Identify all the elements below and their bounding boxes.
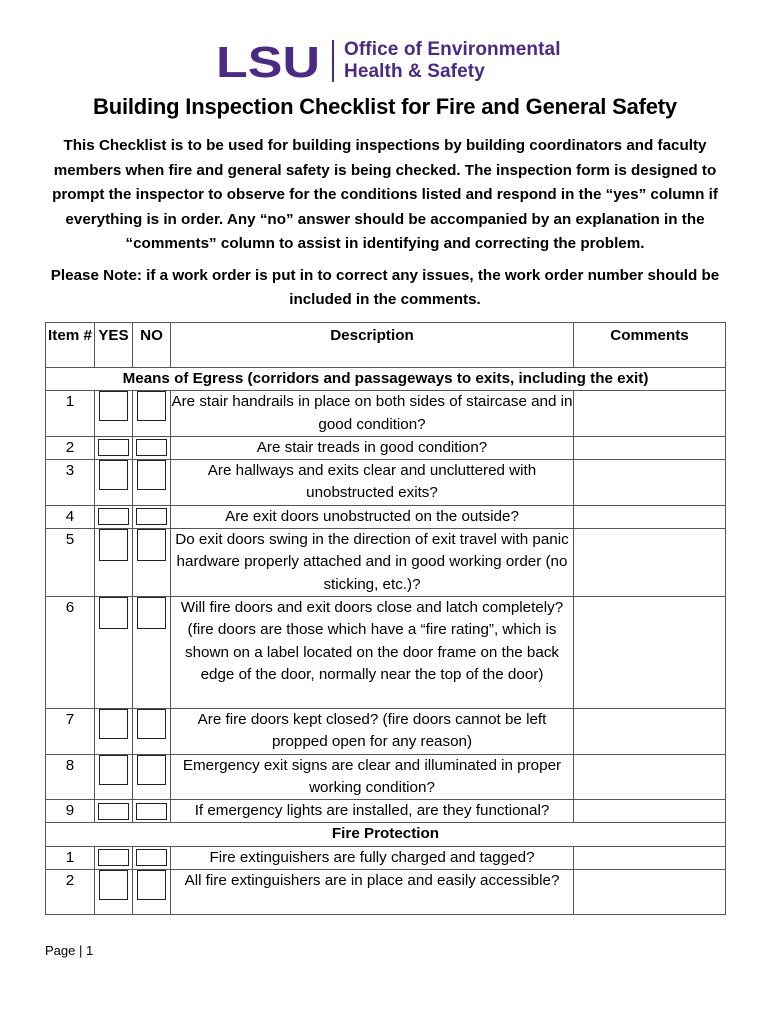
no-checkbox[interactable] xyxy=(136,849,167,866)
header-description: Description xyxy=(171,323,574,368)
item-description: Are stair handrails in place on both sides of staircase and in good condition? xyxy=(171,391,574,437)
yes-cell xyxy=(95,505,133,528)
table-row xyxy=(46,391,726,437)
item-number: 5 xyxy=(46,529,95,597)
inspection-checklist-table xyxy=(45,322,726,915)
no-cell xyxy=(133,846,171,869)
no-checkbox[interactable] xyxy=(136,508,167,525)
yes-cell xyxy=(95,708,133,754)
no-checkbox[interactable] xyxy=(136,803,167,820)
table-row xyxy=(46,529,726,597)
no-checkbox[interactable] xyxy=(136,439,167,456)
table-row xyxy=(46,870,726,915)
comments-cell[interactable] xyxy=(574,436,726,459)
header-item: Item # xyxy=(46,323,95,368)
comments-cell[interactable] xyxy=(574,708,726,754)
no-cell xyxy=(133,708,171,754)
table-row xyxy=(46,846,726,869)
header-comments: Comments xyxy=(574,323,726,368)
no-cell xyxy=(133,505,171,528)
comments-cell[interactable] xyxy=(574,800,726,823)
office-name xyxy=(344,39,561,83)
table-row xyxy=(46,800,726,823)
item-description: Fire extinguishers are fully charged and tagged? xyxy=(171,846,574,869)
section-row-egress xyxy=(46,368,726,391)
item-number: 8 xyxy=(46,754,95,800)
office-name-line1: Office of Environmental xyxy=(344,38,561,60)
no-cell xyxy=(133,391,171,437)
section-title: Fire Protection xyxy=(46,823,726,846)
comments-cell[interactable] xyxy=(574,391,726,437)
item-number: 9 xyxy=(46,800,95,823)
yes-checkbox[interactable] xyxy=(99,391,128,421)
comments-cell[interactable] xyxy=(574,505,726,528)
yes-cell xyxy=(95,529,133,597)
table-row xyxy=(46,505,726,528)
comments-cell[interactable] xyxy=(574,754,726,800)
yes-cell xyxy=(95,596,133,708)
intro-paragraph: This Checklist is to be used for building inspections by building coordinators and faculty members when fire and general safety is being checked. The inspection form is designed to prompt the inspector to observe for the conditions listed and respond in the “yes” column if everything is in order. Any “no” answer should be accompanied by an explanation in the “comments” column to assist in identifying and correcting the problem. xyxy=(52,137,718,252)
item-description: All fire extinguishers are in place and easily accessible? xyxy=(171,870,574,915)
yes-checkbox[interactable] xyxy=(99,597,128,629)
no-checkbox[interactable] xyxy=(137,709,166,739)
table-row xyxy=(46,754,726,800)
item-description: Will fire doors and exit doors close and latch completely? (fire doors are those which have a “fire rating”, which is shown on a label located on the door frame on the back edge of the door, normally near the top of the door) xyxy=(171,596,574,708)
item-description: Are fire doors kept closed? (fire doors cannot be left propped open for any reason) xyxy=(171,708,574,754)
logo-letters: LSU xyxy=(216,40,320,81)
yes-cell xyxy=(95,460,133,506)
comments-cell[interactable] xyxy=(574,460,726,506)
yes-checkbox[interactable] xyxy=(98,439,129,456)
yes-checkbox[interactable] xyxy=(98,849,129,866)
item-number: 1 xyxy=(46,846,95,869)
yes-checkbox[interactable] xyxy=(99,755,128,785)
yes-checkbox[interactable] xyxy=(99,460,128,490)
no-checkbox[interactable] xyxy=(137,597,166,629)
table-row xyxy=(46,460,726,506)
comments-cell[interactable] xyxy=(574,529,726,597)
header-no: NO xyxy=(133,323,171,368)
item-number: 3 xyxy=(46,460,95,506)
no-checkbox[interactable] xyxy=(137,755,166,785)
comments-cell[interactable] xyxy=(574,846,726,869)
table-row xyxy=(46,596,726,708)
office-name-line2: Health & Safety xyxy=(344,60,485,82)
comments-cell[interactable] xyxy=(574,870,726,915)
yes-checkbox[interactable] xyxy=(98,803,129,820)
yes-cell xyxy=(95,436,133,459)
item-description: If emergency lights are installed, are they functional? xyxy=(171,800,574,823)
yes-checkbox[interactable] xyxy=(99,529,128,561)
section-title: Means of Egress (corridors and passageways to exits, including the exit) xyxy=(46,368,726,391)
item-number: 2 xyxy=(46,870,95,915)
comments-cell[interactable] xyxy=(574,596,726,708)
item-number: 6 xyxy=(46,596,95,708)
document-title: Building Inspection Checklist for Fire and General Safety xyxy=(93,94,677,119)
item-description: Are exit doors unobstructed on the outside? xyxy=(171,505,574,528)
no-cell xyxy=(133,596,171,708)
table-row xyxy=(46,708,726,754)
no-checkbox[interactable] xyxy=(137,460,166,490)
no-cell xyxy=(133,754,171,800)
item-description: Emergency exit signs are clear and illuminated in proper working condition? xyxy=(171,754,574,800)
no-cell xyxy=(133,870,171,915)
note-paragraph: Please Note: if a work order is put in to correct any issues, the work order number should be included in the comments. xyxy=(50,267,720,308)
item-number: 4 xyxy=(46,505,95,528)
no-cell xyxy=(133,436,171,459)
no-cell xyxy=(133,800,171,823)
header-yes: YES xyxy=(95,323,133,368)
lsu-ehs-logo xyxy=(216,38,561,83)
table-row xyxy=(46,436,726,459)
yes-cell xyxy=(95,754,133,800)
yes-cell xyxy=(95,391,133,437)
yes-checkbox[interactable] xyxy=(99,870,128,900)
yes-checkbox[interactable] xyxy=(99,709,128,739)
section-row-fire-protection xyxy=(46,823,726,846)
no-checkbox[interactable] xyxy=(137,870,166,900)
item-description: Are hallways and exits clear and uncluttered with unobstructed exits? xyxy=(171,460,574,506)
yes-cell xyxy=(95,800,133,823)
lsu-logo-mark xyxy=(216,41,322,81)
no-checkbox[interactable] xyxy=(137,391,166,421)
no-cell xyxy=(133,529,171,597)
yes-cell xyxy=(95,870,133,915)
no-cell xyxy=(133,460,171,506)
item-description: Are stair treads in good condition? xyxy=(171,436,574,459)
no-checkbox[interactable] xyxy=(137,529,166,561)
table-header-row xyxy=(46,323,726,368)
yes-checkbox[interactable] xyxy=(98,508,129,525)
item-number: 1 xyxy=(46,391,95,437)
item-number: 2 xyxy=(46,436,95,459)
yes-cell xyxy=(95,846,133,869)
item-description: Do exit doors swing in the direction of exit travel with panic hardware properly attached and in good working order (no sticking, etc.)? xyxy=(171,529,574,597)
page-footer: Page | 1 xyxy=(45,943,94,958)
logo-divider xyxy=(332,40,334,82)
item-number: 7 xyxy=(46,708,95,754)
